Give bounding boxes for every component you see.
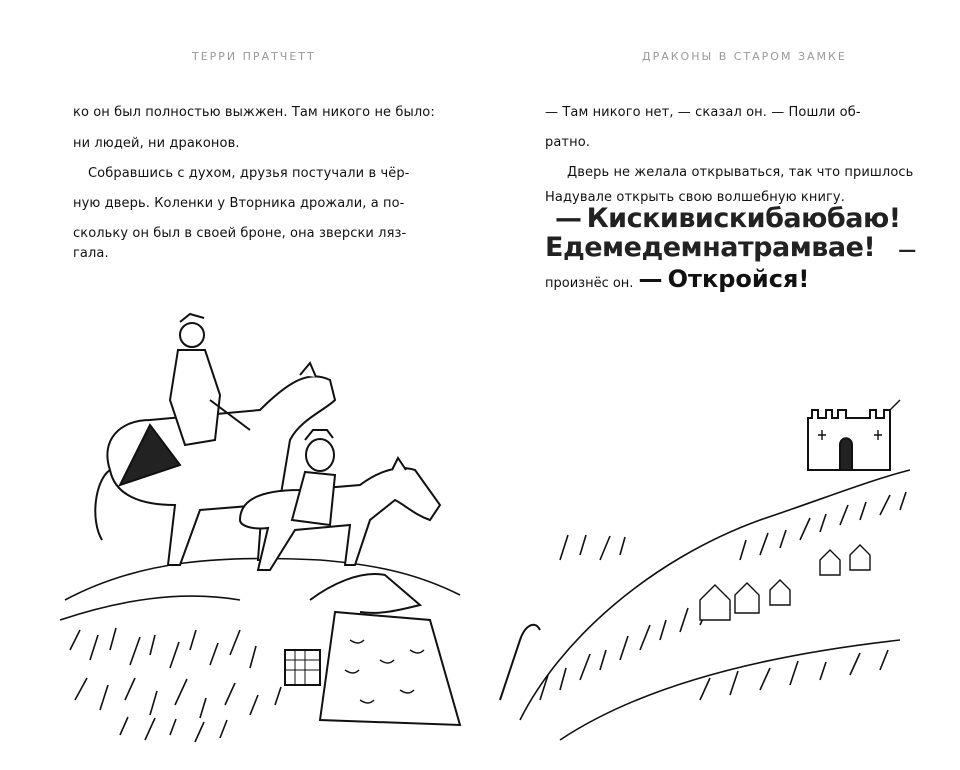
spell-dash: — xyxy=(898,240,916,261)
text-line: Надувале открыть свою волшебную книгу. xyxy=(545,190,845,205)
spell-text: Кискивискибаюбаю! xyxy=(586,203,901,234)
text-line: скольку он был в своей броне, она зверски ляз- xyxy=(73,226,407,241)
text-line: — Там никого нет, — сказал он. — Пошли об- xyxy=(545,105,861,120)
said-text: произнёс он. xyxy=(545,276,634,291)
right-page xyxy=(480,0,960,770)
running-head-right: ДРАКОНЫ В СТАРОМ ЗАМКЕ xyxy=(642,50,847,63)
spell-line-2 xyxy=(545,232,916,263)
spell-dash: — xyxy=(638,265,663,293)
command-text: Откройся! xyxy=(667,265,810,293)
text-line: ко он был полностью выжжен. Там никого не было: xyxy=(73,105,435,120)
text-line: ную дверь. Коленки у Вторника дрожали, а по- xyxy=(73,196,405,211)
running-head-left: ТЕРРИ ПРАТЧЕТТ xyxy=(192,50,316,63)
spell-line-3 xyxy=(545,265,809,293)
text-line: ратно. xyxy=(545,135,590,150)
text-line: Дверь не желала открываться, так что пришлось xyxy=(567,165,914,180)
spell-dash: — xyxy=(555,203,582,234)
text-line: Собравшись с духом, друзья постучали в чёр- xyxy=(88,166,410,181)
text-line: гала. xyxy=(73,246,109,261)
spell-text: Едемедемнатрамвае! xyxy=(545,232,876,263)
text-line: ни людей, ни драконов. xyxy=(73,136,240,151)
spell-line-1 xyxy=(555,203,901,234)
